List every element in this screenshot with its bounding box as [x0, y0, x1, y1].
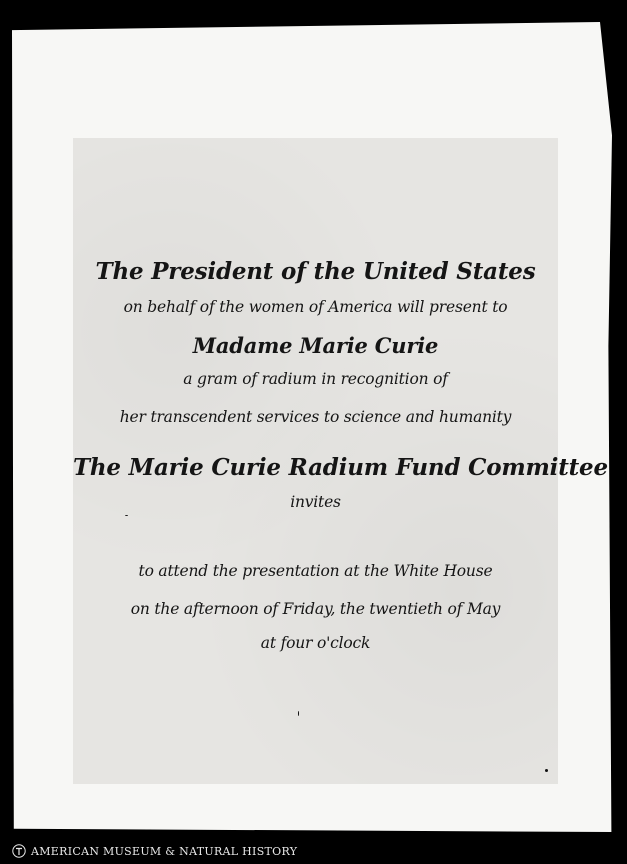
museum-credit-text: AMERICAN MUSEUM & NATURAL HISTORY: [31, 844, 298, 858]
museum-credit: [12, 842, 297, 860]
invitation-line-committee: The Marie Curie Radium Fund Committee: [73, 454, 608, 481]
invitation-line-invites: invites: [290, 493, 341, 511]
invitation-card: [73, 138, 608, 784]
dust-speck: [298, 711, 299, 716]
invitation-line-president: The President of the United States: [95, 258, 536, 285]
invitation-line-services: her transcendent services to science and humanity: [119, 408, 512, 426]
invitation-line-attend: to attend the presentation at the White House: [138, 562, 493, 580]
invitation-line-gram-of-radium: a gram of radium in recognition of: [183, 370, 448, 388]
invitation-line-date: on the afternoon of Friday, the twentieth of May: [130, 600, 501, 618]
dust-speck: [545, 769, 548, 772]
invitation-line-on-behalf: on behalf of the women of America will present to: [123, 298, 508, 316]
amnh-logo-icon: [12, 844, 26, 858]
invitation-line-time: at four o'clock: [260, 634, 371, 652]
dust-speck: [125, 515, 128, 516]
invitation-line-honoree: Madame Marie Curie: [192, 333, 439, 358]
